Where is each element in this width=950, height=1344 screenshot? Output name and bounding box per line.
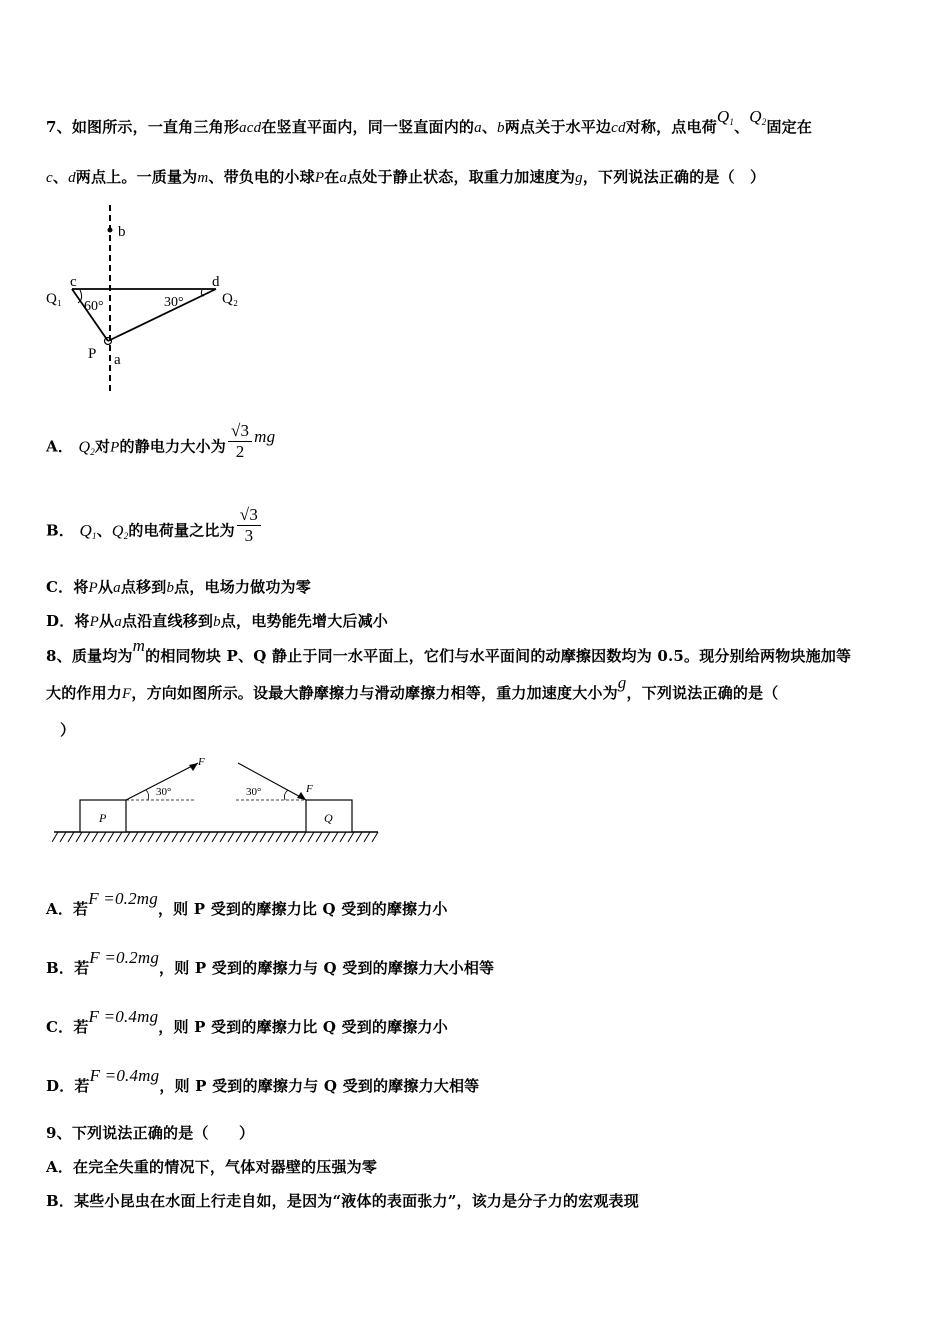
text: 点，电场力做功为零 — [174, 578, 311, 596]
math-d: d — [68, 170, 76, 186]
math-b: b — [213, 614, 221, 630]
math-P: P — [314, 170, 325, 186]
label-angle-60: 60° — [84, 299, 104, 314]
option-label: A．若 — [46, 900, 89, 918]
math-g: g — [575, 170, 583, 186]
math-acd: acd — [239, 120, 262, 136]
q7-option-d — [46, 610, 388, 631]
text: 、带负电的小球 — [208, 168, 315, 186]
q8-option-c — [46, 1007, 448, 1037]
math-q2: $Q_2$ — [111, 522, 129, 541]
text: 在 — [324, 168, 340, 186]
q9-option-a: A．在完全失重的情况下，气体对器壁的压强为零 — [46, 1158, 378, 1176]
text: 两点上。一质量为 — [75, 168, 198, 186]
math-m: m — [132, 636, 146, 655]
q7-option-b — [46, 505, 263, 552]
text: 从 — [97, 578, 114, 596]
arrowhead-right — [297, 792, 306, 800]
q7-triangle-figure — [44, 203, 254, 393]
q9-option-b: B．某些小昆虫在水面上行走自如，是因为“液体的表面张力”，该力是分子力的宏观表现 — [46, 1192, 639, 1210]
math-a: a — [113, 580, 121, 596]
text: 的相同物块 P、Q 静止于同一水平面上，它们与水平面间的动摩擦因数均为 0.5。现分别给两物块施加等 — [145, 647, 852, 665]
text: 大的作用力 — [46, 684, 123, 702]
text: 两点关于水平边 — [504, 118, 612, 136]
fraction: $\frac{√3}{2}$ — [228, 421, 252, 462]
side-ca — [72, 289, 108, 341]
ground-hatching — [52, 832, 378, 842]
text: 对称，点电荷 — [625, 118, 717, 136]
q8-stem-line1 — [46, 636, 852, 666]
label-q1: Q₁ — [46, 291, 63, 307]
math-m: m — [197, 170, 209, 186]
math-q1: $Q_1$ — [79, 520, 97, 541]
text: 点沿直线移到 — [121, 612, 214, 630]
option-label: A． — [46, 437, 74, 456]
angle-arc-left — [146, 790, 149, 800]
math-P: P — [89, 614, 99, 630]
text: 、 — [52, 168, 69, 186]
label-q2: Q₂ — [222, 291, 239, 307]
math-a: a — [339, 170, 348, 186]
label-p: P — [99, 811, 107, 825]
option-label: D．将 — [46, 612, 90, 630]
text: 7、如图所示，一直角三角形 — [46, 118, 240, 136]
text: 、 — [481, 118, 498, 136]
text: 在竖直平面内，同一竖直面内的 — [261, 118, 475, 136]
text: 对 — [94, 437, 111, 456]
math-formula: F =0.2mg — [89, 948, 160, 967]
fraction: $\frac{√3}{3}$ — [237, 505, 261, 546]
label-b: b — [118, 224, 126, 240]
text: ，则 P 受到的摩擦力与 Q 受到的摩擦力大相等 — [159, 1077, 480, 1095]
text: 、 — [734, 118, 750, 136]
math-b: b — [497, 120, 505, 136]
option-label: B． — [46, 521, 75, 540]
arrowhead-left — [189, 763, 198, 771]
text: 从 — [98, 612, 115, 630]
math-mg: mg — [254, 426, 276, 446]
text: 的静电力大小为 — [119, 437, 226, 456]
q8-stem-line2 — [46, 673, 779, 703]
q7-stem-line1 — [46, 107, 813, 137]
q7-stem-line2 — [46, 166, 765, 187]
q9-stem: 9、下列说法正确的是（ ） — [46, 1124, 255, 1142]
label-q: Q — [324, 811, 333, 825]
math-q2: $Q_2$ — [78, 438, 95, 457]
math-P: P — [88, 580, 98, 596]
q8-option-a — [46, 889, 448, 919]
text: 点移到 — [120, 578, 167, 596]
math-q1: $Q_1$ — [716, 107, 735, 127]
text: ，下列说法正确的是（ ） — [582, 168, 766, 186]
point-b — [108, 228, 113, 233]
math-formula: F =0.2mg — [88, 889, 158, 908]
angle-arc-right — [284, 790, 288, 800]
math-a: a — [114, 614, 122, 630]
math-q2: $Q_2$ — [749, 107, 767, 127]
math-b: b — [166, 580, 175, 596]
option-label: B．若 — [46, 959, 90, 977]
q7-option-a — [46, 421, 276, 468]
math-g: g — [617, 673, 627, 692]
q8-option-d — [46, 1066, 480, 1096]
text: 的电荷量之比为 — [128, 521, 235, 540]
option-label: C．将 — [46, 578, 89, 596]
text: 8、质量均为 — [46, 647, 133, 665]
text: ，则 P 受到的摩擦力与 Q 受到的摩擦力大小相等 — [159, 959, 495, 977]
math-formula: F =0.4mg — [89, 1066, 160, 1085]
q8-blocks-figure — [52, 752, 382, 850]
label-angle-30: 30° — [164, 295, 184, 310]
math-a: a — [474, 120, 482, 136]
text: ，则 P 受到的摩擦力比 Q 受到的摩擦力小 — [157, 900, 448, 918]
option-label: D．若 — [46, 1077, 90, 1095]
label-f-left: F — [198, 756, 205, 768]
side-ad — [108, 289, 216, 341]
text: ，则 P 受到的摩擦力比 Q 受到的摩擦力小 — [158, 1018, 448, 1036]
option-label: C．若 — [46, 1018, 89, 1036]
label-angle-right: 30° — [246, 786, 262, 798]
text: ，方向如图所示。设最大静摩擦力与滑动摩擦力相等，重力加速度大小为 — [131, 684, 618, 702]
text: ，下列说法正确的是（ — [626, 684, 779, 702]
text: 固定在 — [766, 118, 813, 136]
math-c: c — [46, 170, 53, 186]
label-f-right: F — [306, 783, 313, 795]
label-d: d — [212, 274, 220, 290]
label-p: P — [88, 346, 97, 362]
label-a: a — [114, 352, 121, 368]
text: 点处于静止状态，取重力加速度为 — [347, 168, 576, 186]
label-c: c — [70, 274, 77, 290]
math-F: F — [122, 686, 132, 702]
text: 点，电势能先增大后减小 — [220, 612, 388, 630]
math-cd: cd — [611, 120, 626, 136]
math-formula: F =0.4mg — [88, 1007, 159, 1026]
label-angle-left: 30° — [156, 786, 172, 798]
math-P: P — [110, 439, 120, 456]
text: 、 — [96, 521, 112, 540]
q8-stem-line3: ） — [60, 721, 76, 739]
q8-option-b — [46, 948, 495, 978]
q7-option-c — [46, 576, 311, 597]
